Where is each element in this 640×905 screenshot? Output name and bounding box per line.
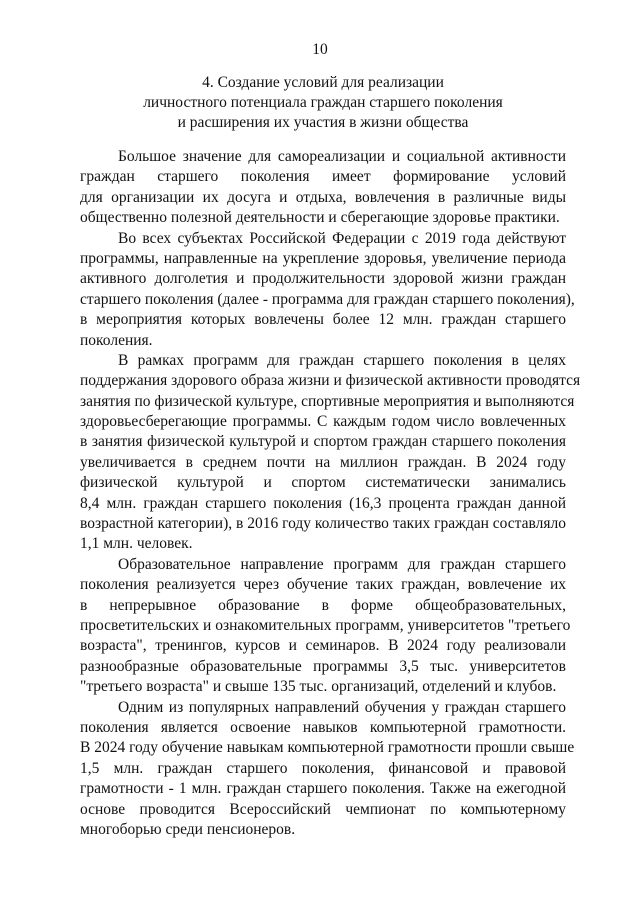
paragraph-line: просветительских и ознакомительных программ, университетов "третьего [80, 616, 571, 634]
paragraph-line: 8,4 млн. граждан старшего поколения (16,3 процента граждан данной [80, 494, 566, 512]
paragraph-line: поколения реализуется через обучение таких граждан, вовлечение их [80, 576, 566, 594]
paragraph-line: Во всех субъектах Российской Федерации с 2019 года действуют [118, 229, 566, 247]
paragraph-line: в занятия физической культурой и спортом граждан старшего поколения [80, 433, 566, 451]
paragraph-line: старшего поколения (далее - программа для граждан старшего поколения), [80, 290, 575, 308]
paragraph [80, 229, 575, 351]
paragraph-line: общественно полезной деятельности и сберегающие здоровье практики. [80, 209, 560, 227]
paragraph [80, 555, 571, 698]
paragraph-line: 1,5 млн. граждан старшего поколения, финансовой и правовой [80, 759, 566, 777]
paragraph-line: В рамках программ для граждан старшего поколения в целях [118, 351, 566, 369]
paragraph-line: здоровьесберегающие программы. С каждым годом число вовлеченных [80, 413, 566, 431]
paragraph-line: в непрерывное образование в форме общеобразовательных, [80, 596, 566, 614]
paragraph-line: в мероприятия которых вовлечены более 12 млн. граждан старшего [80, 311, 566, 329]
paragraph [80, 147, 566, 229]
paragraph-line: активного долголетия и продолжительности здоровой жизни граждан [80, 270, 566, 288]
paragraph-line: занятия по физической культуре, спортивные мероприятия и выполняются [80, 392, 575, 410]
section-title-line: и расширения их участия в жизни общества [177, 114, 469, 131]
paragraph-line: разнообразные образовательные программы 3,5 тыс. университетов [80, 657, 566, 675]
paragraph-line: "третьего возраста" и свыше 135 тыс. организаций, отделений и клубов. [80, 678, 557, 696]
paragraph-line: основе проводится Всероссийский чемпионат по компьютерному [80, 800, 566, 818]
paragraph-line: поколения является освоение навыков компьютерной грамотности. [80, 718, 566, 736]
paragraph [80, 351, 581, 555]
paragraph-line: граждан старшего поколения имеет формирование условий [80, 168, 566, 186]
section-title-line: личностного потенциала граждан старшего поколения [143, 94, 503, 111]
paragraph-line: поколения. [80, 331, 153, 349]
body-text [80, 147, 581, 840]
paragraph-line: грамотности - 1 млн. граждан старшего поколения. Также на ежегодной [80, 780, 566, 798]
section-title-line: 4. Создание условий для реализации [202, 74, 444, 91]
paragraph-line: поддержания здорового образа жизни и физической активности проводятся [80, 372, 581, 390]
paragraph-line: Одним из популярных направлений обучения у граждан старшего [118, 698, 566, 716]
paragraph-line: возрастной категории), в 2016 году количество таких граждан составляло [80, 515, 566, 533]
paragraph [80, 698, 575, 841]
paragraph-line: многоборью среди пенсионеров. [80, 820, 296, 838]
paragraph-line: В 2024 году обучение навыкам компьютерной грамотности прошли свыше [80, 739, 575, 757]
paragraph-line: Образовательное направление программ для граждан старшего [118, 555, 566, 573]
paragraph-line: возраста", тренингов, курсов и семинаров. В 2024 году реализовали [80, 637, 566, 655]
paragraph-line: программы, направленные на укрепление здоровья, увеличение периода [80, 249, 566, 267]
paragraph-line: увеличивается в среднем почти на миллион граждан. В 2024 году [80, 453, 566, 471]
section-title [80, 73, 566, 133]
paragraph-line: 1,1 млн. человек. [80, 535, 193, 553]
paragraph-line: физической культурой и спортом систематически занимались [80, 474, 566, 492]
page-number: 10 [312, 41, 328, 58]
paragraph-line: для организации их досуга и отдыха, вовлечения в различные виды [80, 188, 566, 206]
paragraph-line: Большое значение для самореализации и социальной активности [118, 148, 566, 165]
